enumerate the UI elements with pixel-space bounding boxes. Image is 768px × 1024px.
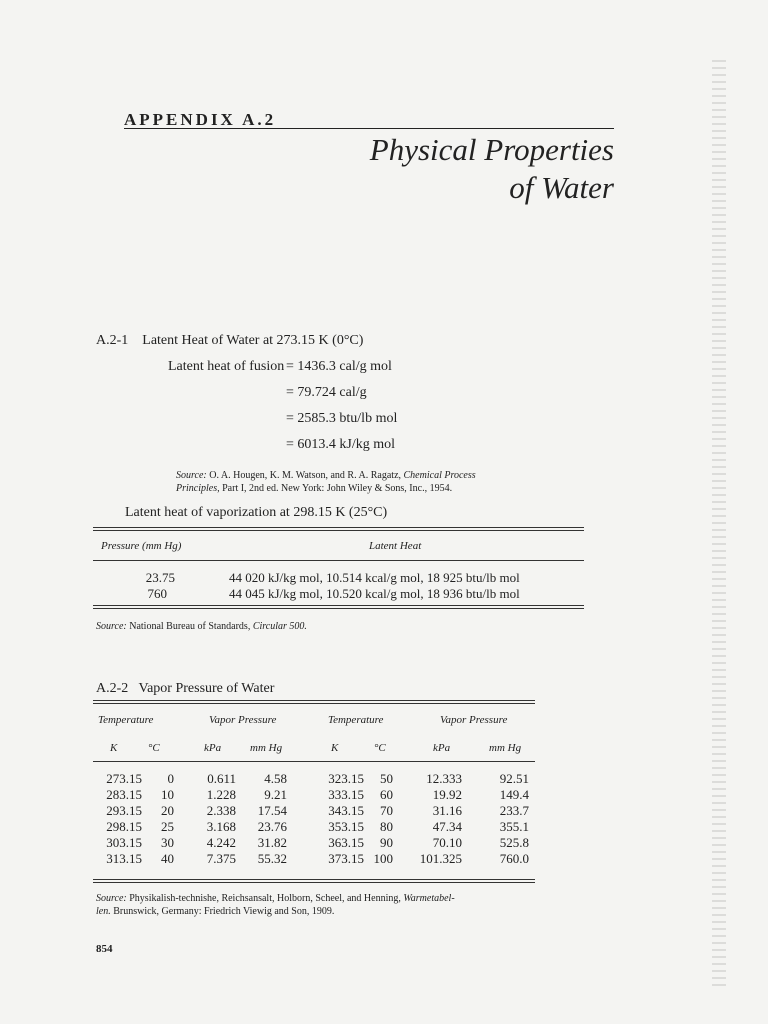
table-cell: 30 <box>161 835 174 850</box>
table-bottom-rule <box>93 605 584 606</box>
table-cell: 149.4 <box>499 787 529 802</box>
table-cell: 298.15 <box>106 819 142 834</box>
unit-header-kpa: kPa <box>204 742 222 754</box>
unit-header-mmhg: mm Hg <box>489 742 522 754</box>
table-cell: 12.333 <box>426 771 462 786</box>
table-cell: 17.54 <box>257 803 287 818</box>
unit-header-kpa: kPa <box>433 742 451 754</box>
section-a21-number: A.2-1 <box>96 333 129 348</box>
col-header-pressure: Pressure (mm Hg) <box>101 540 182 552</box>
page-title-line1: Physical Properties <box>369 132 614 167</box>
table-cell: 273.15 <box>106 771 142 786</box>
section-a22-number: A.2-2 <box>96 681 129 696</box>
table-cell: 44 020 kJ/kg mol, 10.514 kcal/g mol, 18 925 btu/lb mol <box>229 570 520 585</box>
table-cell: 10 <box>161 787 174 802</box>
section-a22-title: Vapor Pressure of Water <box>138 681 275 696</box>
table-cell: 4.242 <box>206 835 236 850</box>
table-cell: 23.75 <box>145 570 175 585</box>
unit-header-c: °C <box>374 742 386 754</box>
table-cell: 60 <box>380 787 393 802</box>
table-cell: 4.58 <box>264 771 287 786</box>
table-cell: 333.15 <box>328 787 364 802</box>
table-cell: 363.15 <box>328 835 364 850</box>
table-cell: 44 045 kJ/kg mol, 10.520 kcal/g mol, 18 936 btu/lb mol <box>229 586 520 601</box>
table-cell: 373.15 <box>328 851 364 866</box>
table-cell: 355.1 <box>499 819 529 834</box>
table-cell: 9.21 <box>264 787 287 802</box>
table-cell: 313.15 <box>106 851 142 866</box>
table-cell: 80 <box>380 819 393 834</box>
page-title-line2: of Water <box>509 170 614 205</box>
unit-header-mmhg: mm Hg <box>250 742 283 754</box>
source-note-vaporization: Source: National Bureau of Standards, Circular 500. <box>96 621 307 632</box>
table-bottom-rule <box>93 608 584 609</box>
vp-table-top-rule <box>93 700 535 701</box>
table-cell: 70.10 <box>432 835 462 850</box>
unit-header-k: K <box>331 742 339 754</box>
fusion-value: = 2585.3 btu/lb mol <box>286 411 398 426</box>
table-cell: 47.34 <box>432 819 462 834</box>
table-cell: 101.325 <box>419 851 462 866</box>
table-cell: 343.15 <box>328 803 364 818</box>
fusion-value: = 6013.4 kJ/kg mol <box>286 437 396 452</box>
table-cell: 31.16 <box>432 803 462 818</box>
group-header-temperature: Temperature <box>98 714 154 726</box>
table-cell: 50 <box>380 771 393 786</box>
table-header-rule <box>93 560 584 561</box>
table-cell: 353.15 <box>328 819 364 834</box>
table-cell: 23.76 <box>257 819 287 834</box>
fusion-value: = 79.724 cal/g <box>286 385 367 400</box>
vp-table-top-rule <box>93 703 535 704</box>
table-cell: 303.15 <box>106 835 142 850</box>
table-cell: 323.15 <box>328 771 364 786</box>
group-header-temperature: Temperature <box>328 714 384 726</box>
table-cell: 233.7 <box>499 803 529 818</box>
unit-header-c: °C <box>148 742 160 754</box>
vp-table-bottom-rule <box>93 879 535 880</box>
table-cell: 90 <box>380 835 393 850</box>
vp-table-bottom-rule <box>93 882 535 883</box>
vaporization-title: Latent heat of vaporization at 298.15 K (25°C) <box>125 505 388 520</box>
table-cell: 70 <box>380 803 393 818</box>
title-rule <box>124 128 614 129</box>
table-cell: 283.15 <box>106 787 142 802</box>
unit-header-k: K <box>110 742 118 754</box>
group-header-vapor-pressure: Vapor Pressure <box>440 714 508 726</box>
table-cell: 2.338 <box>206 803 236 818</box>
scan-edge-artifact <box>712 60 726 990</box>
table-cell: 3.168 <box>206 819 236 834</box>
section-a21-title: Latent Heat of Water at 273.15 K (0°C) <box>142 333 364 348</box>
table-cell: 19.92 <box>432 787 462 802</box>
section-a22-heading <box>96 681 274 697</box>
source-note-a21: Source: O. A. Hougen, K. M. Watson, and R. A. Ragatz, Chemical Process Principles, Part I, 2nd ed. New York: John Wiley & Sons, Inc., 1954. <box>176 470 476 494</box>
col-header-latent-heat: Latent Heat <box>369 540 422 552</box>
source-note-a22: Source: Physikalish-technishe, Reichsansalt, Holborn, Scheel, and Henning, Warmetabel- len. Brunswick, Germany: Friedrich Viewig and Son, 1909. <box>96 893 455 917</box>
table-cell: 760 <box>147 586 167 601</box>
table-cell: 40 <box>161 851 174 866</box>
page-number: 854 <box>96 943 113 955</box>
table-cell: 293.15 <box>106 803 142 818</box>
table-cell: 31.82 <box>257 835 287 850</box>
table-cell: 55.32 <box>257 851 287 866</box>
table-top-rule <box>93 527 584 528</box>
appendix-label: APPENDIX A.2 <box>124 110 277 129</box>
table-cell: 92.51 <box>499 771 529 786</box>
vp-table-header-rule <box>93 761 535 762</box>
table-cell: 20 <box>161 803 174 818</box>
table-cell: 1.228 <box>206 787 236 802</box>
table-cell: 100 <box>373 851 393 866</box>
section-a21-heading <box>96 333 363 349</box>
table-cell: 0 <box>167 771 174 786</box>
fusion-value: = 1436.3 cal/g mol <box>286 359 392 374</box>
group-header-vapor-pressure: Vapor Pressure <box>209 714 277 726</box>
table-cell: 0.611 <box>207 771 236 786</box>
table-cell: 525.8 <box>499 835 529 850</box>
table-cell: 7.375 <box>206 851 236 866</box>
fusion-label: Latent heat of fusion <box>168 359 285 374</box>
table-top-rule <box>93 530 584 531</box>
table-cell: 25 <box>161 819 174 834</box>
table-cell: 760.0 <box>499 851 529 866</box>
